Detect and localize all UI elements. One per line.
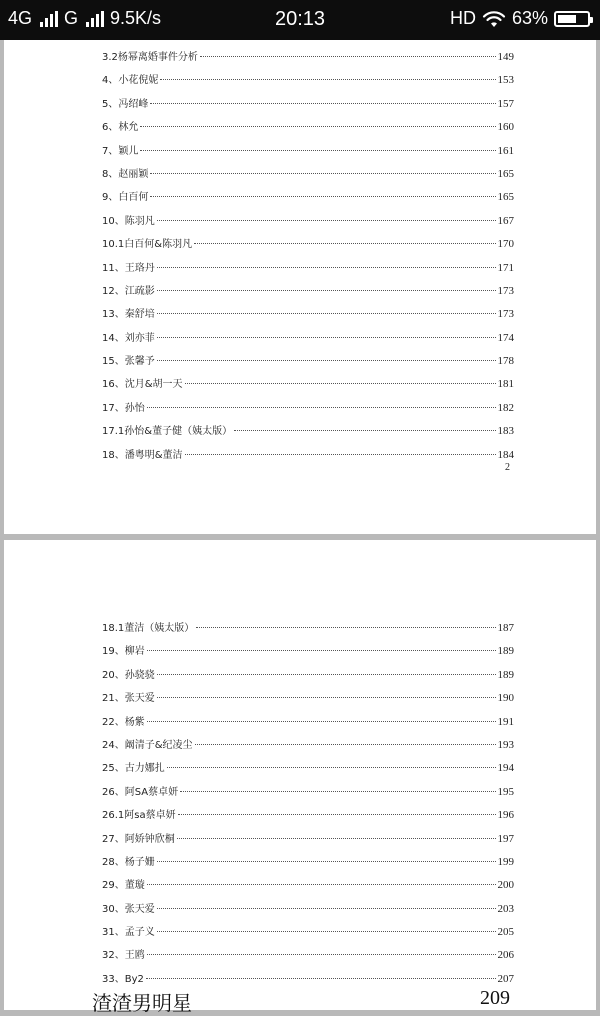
dot-leader	[180, 790, 495, 792]
toc-entry-page: 183	[497, 425, 514, 438]
footer-title: 渣渣男明星	[92, 991, 192, 1015]
toc-entry[interactable]	[102, 851, 514, 874]
dot-leader	[185, 382, 496, 384]
dot-leader	[157, 219, 496, 221]
toc-entry-title: 4、小花倪妮	[102, 75, 159, 87]
toc-entry-page: 194	[497, 762, 514, 775]
toc-entry-page: 161	[497, 144, 514, 157]
toc-entry-title: 18.1董洁（姨太版）	[102, 623, 195, 634]
toc-entry-title: 21、张天爱	[102, 693, 155, 705]
dot-leader	[157, 359, 496, 361]
toc-entry-title: 9、白百何	[102, 192, 149, 204]
toc-entry[interactable]	[102, 93, 514, 116]
toc-entry[interactable]	[102, 640, 514, 663]
toc-entry-page: 200	[497, 879, 514, 892]
toc-entry[interactable]	[102, 804, 514, 827]
dot-leader	[234, 429, 495, 431]
toc-entry-title: 12、江疏影	[102, 285, 155, 297]
network-speed: 9.5K/s	[110, 8, 162, 28]
dot-leader	[160, 78, 495, 80]
toc-entry[interactable]	[102, 711, 514, 734]
toc-entry[interactable]	[102, 828, 514, 851]
toc-entry[interactable]	[102, 898, 514, 921]
dot-leader	[146, 977, 496, 979]
toc-entry-title: 13、秦舒培	[102, 309, 155, 321]
toc-entry[interactable]	[102, 420, 514, 443]
toc-entry-title: 25、古力娜扎	[102, 763, 165, 775]
dot-leader	[195, 743, 496, 745]
toc-entry-title: 17.1孙怡&董子健（姨太版）	[102, 426, 233, 438]
toc-entry[interactable]	[102, 69, 514, 92]
clock: 20:13	[274, 8, 326, 30]
battery-fill	[558, 15, 576, 23]
dot-leader	[196, 626, 495, 628]
toc-entry-page: 178	[497, 355, 514, 368]
dot-leader	[157, 673, 496, 675]
dot-leader	[150, 195, 495, 197]
toc-entry-page: 174	[497, 331, 514, 344]
toc-entry-page: 189	[497, 645, 514, 658]
dot-leader	[178, 813, 496, 815]
toc-entry-page: 173	[497, 308, 514, 321]
toc-entry-page: 165	[497, 191, 514, 204]
toc-entry-page: 184	[497, 448, 514, 461]
document-page-1	[4, 40, 596, 534]
dot-leader	[150, 102, 495, 104]
status-right	[450, 8, 590, 29]
dot-leader	[157, 860, 496, 862]
toc-entry[interactable]	[102, 186, 514, 209]
table-of-contents-1	[102, 46, 514, 467]
dot-leader	[157, 336, 496, 338]
toc-entry-page: 191	[497, 715, 514, 728]
dot-leader	[147, 649, 496, 651]
toc-entry-page: 205	[497, 926, 514, 939]
toc-entry-page: 173	[497, 284, 514, 297]
hd-badge: HD	[449, 8, 476, 28]
toc-entry-title: 16、沈月&胡一天	[102, 379, 183, 391]
toc-entry[interactable]	[102, 444, 514, 467]
toc-entry-page: 157	[497, 97, 514, 110]
toc-entry[interactable]	[102, 163, 514, 186]
toc-entry[interactable]	[102, 210, 514, 233]
toc-entry-page: 153	[497, 74, 514, 87]
toc-entry[interactable]	[102, 233, 514, 256]
dot-leader	[147, 406, 496, 408]
toc-entry[interactable]	[102, 140, 514, 163]
dot-leader	[140, 125, 495, 127]
toc-entry-title: 6、林允	[102, 122, 139, 134]
toc-entry-page: 189	[497, 668, 514, 681]
toc-entry-page: 187	[497, 622, 514, 634]
toc-entry-page: 171	[497, 261, 514, 274]
dot-leader	[140, 149, 495, 151]
toc-entry[interactable]	[102, 327, 514, 350]
toc-entry-title: 30、张天爱	[102, 903, 155, 915]
table-of-contents-2	[102, 617, 514, 991]
toc-entry[interactable]	[102, 664, 514, 687]
toc-entry-title: 3.2杨幂离婚事件分析	[102, 52, 198, 63]
toc-entry[interactable]	[102, 257, 514, 280]
toc-entry-title: 20、孙骁骁	[102, 669, 155, 681]
toc-entry-title: 18、潘粤明&董洁	[102, 449, 183, 461]
dot-leader	[200, 55, 496, 57]
dot-leader	[167, 766, 496, 768]
dot-leader	[157, 696, 496, 698]
document-page-2	[4, 540, 596, 1015]
toc-entry[interactable]	[102, 687, 514, 710]
dot-leader	[185, 453, 496, 455]
toc-entry-page: 197	[497, 832, 514, 845]
toc-entry-title: 27、阿娇钟欣桐	[102, 833, 175, 845]
toc-entry[interactable]	[102, 617, 514, 640]
dot-leader	[157, 907, 496, 909]
toc-entry-page: 196	[497, 809, 514, 822]
toc-entry[interactable]	[102, 303, 514, 326]
dot-leader	[150, 172, 495, 174]
toc-entry-page: 203	[497, 902, 514, 915]
toc-entry-page: 193	[497, 738, 514, 751]
toc-entry-page: 149	[497, 51, 514, 63]
dot-leader	[157, 266, 496, 268]
toc-entry-title: 26、阿SA蔡卓妍	[102, 786, 179, 798]
toc-entry[interactable]	[102, 350, 514, 373]
toc-entry[interactable]	[102, 781, 514, 804]
toc-entry-page: 181	[497, 378, 514, 391]
network-type-g: G	[64, 8, 79, 28]
toc-entry[interactable]	[102, 734, 514, 757]
toc-entry-title: 33、By2	[102, 973, 144, 985]
toc-entry-title: 11、王珞丹	[102, 262, 155, 274]
toc-entry-title: 8、赵丽颖	[102, 168, 149, 180]
page-number: 2	[505, 462, 510, 473]
toc-entry-title: 17、孙怡	[102, 402, 145, 414]
dot-leader	[157, 312, 496, 314]
battery-icon	[554, 11, 590, 27]
toc-entry[interactable]	[102, 373, 514, 396]
toc-entry-page: 182	[497, 401, 514, 414]
toc-entry-page: 190	[497, 692, 514, 705]
toc-entry-page: 206	[497, 949, 514, 962]
toc-entry[interactable]	[102, 874, 514, 897]
dot-leader	[177, 837, 496, 839]
toc-entry[interactable]	[102, 280, 514, 303]
toc-entry[interactable]	[102, 921, 514, 944]
toc-entry-page: 195	[497, 785, 514, 798]
toc-entry-title: 7、颖儿	[102, 145, 139, 157]
toc-entry-title: 26.1阿sa蔡卓妍	[102, 810, 176, 822]
dot-leader	[157, 930, 496, 932]
toc-entry-page: 207	[497, 972, 514, 985]
wifi-icon	[482, 10, 506, 28]
toc-entry-title: 32、王鸥	[102, 950, 145, 962]
toc-entry-title: 28、杨子姗	[102, 856, 155, 868]
toc-entry-title: 10、陈羽凡	[102, 215, 155, 227]
toc-entry-page: 199	[497, 855, 514, 868]
toc-entry-title: 19、柳岩	[102, 646, 145, 658]
toc-entry-title: 5、冯绍峰	[102, 98, 149, 110]
toc-entry-title: 31、孟子义	[102, 927, 155, 939]
dot-leader	[147, 883, 496, 885]
toc-entry-page: 170	[497, 238, 514, 251]
toc-entry[interactable]	[102, 116, 514, 139]
footer-page-number: 209	[480, 987, 510, 1009]
network-type-4g: 4G	[8, 8, 33, 28]
toc-entry[interactable]	[102, 944, 514, 967]
dot-leader	[194, 242, 495, 244]
toc-entry[interactable]	[102, 46, 514, 69]
dot-leader	[157, 289, 496, 291]
toc-entry-page: 167	[497, 214, 514, 227]
battery-percent: 63%	[511, 8, 548, 28]
dot-leader	[147, 953, 496, 955]
status-bar	[0, 0, 600, 40]
toc-entry-title: 22、杨紫	[102, 716, 145, 728]
toc-entry-title: 29、董璇	[102, 880, 145, 892]
toc-entry-title: 14、刘亦菲	[102, 332, 155, 344]
toc-entry-title: 15、张馨予	[102, 356, 155, 368]
toc-entry-title: 10.1白百何&陈羽凡	[102, 239, 193, 251]
toc-entry-page: 160	[497, 121, 514, 134]
toc-entry-page: 165	[497, 167, 514, 180]
toc-entry-title: 24、阚清子&纪凌尘	[102, 739, 193, 751]
dot-leader	[147, 720, 496, 722]
toc-entry[interactable]	[102, 397, 514, 420]
toc-entry[interactable]	[102, 757, 514, 780]
